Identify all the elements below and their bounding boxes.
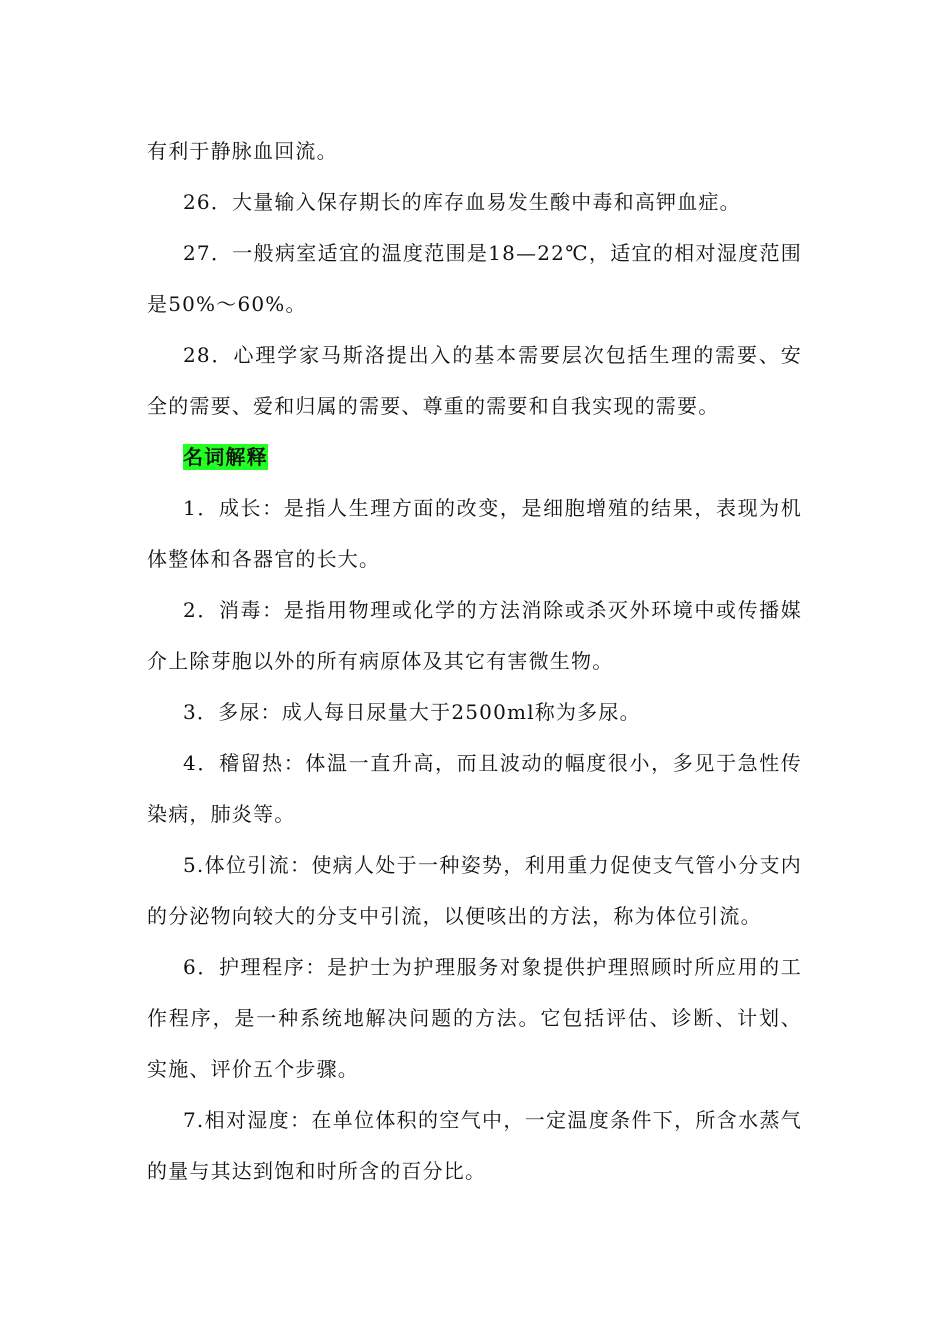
definition-2: 2．消毒：是指用物理或化学的方法消除或杀灭外环境中或传播媒介上除芽胞以外的所有病原体及其它有害微生物。 [147, 598, 802, 673]
definition-5: 5.体位引流：使病人处于一种姿势，利用重力促使支气管小分支内的分泌物向较大的分支中引流，以便咳出的方法，称为体位引流。 [147, 853, 802, 928]
section-heading-row [147, 432, 802, 483]
definition-7: 7.相对湿度：在单位体积的空气中，一定温度条件下，所含水蒸气的量与其达到饱和时所含的百分比。 [147, 1108, 802, 1183]
definition-6: 6．护理程序：是护士为护理服务对象提供护理照顾时所应用的工作程序，是一种系统地解决问题的方法。它包括评估、诊断、计划、实施、评价五个步骤。 [147, 955, 802, 1081]
paragraph-item-27: 27．一般病室适宜的温度范围是18—22℃，适宜的相对湿度范围是50%～60%。 [147, 241, 802, 316]
definition-3: 3．多尿：成人每日尿量大于2500ml称为多尿。 [183, 700, 641, 724]
document-body [147, 126, 802, 1197]
paragraph-item-26: 26．大量输入保存期长的库存血易发生酸中毒和高钾血症。 [183, 190, 741, 214]
paragraph-continuation: 有利于静脉血回流。 [147, 139, 338, 163]
paragraph-item-28: 28．心理学家马斯洛提出入的基本需要层次包括生理的需要、安全的需要、爱和归属的需要、尊重的需要和自我实现的需要。 [147, 343, 802, 418]
definition-4: 4．稽留热：体温一直升高，而且波动的幅度很小，多见于急性传染病，肺炎等。 [147, 751, 802, 826]
section-heading: 名词解释 [183, 445, 268, 469]
definition-1: 1．成长：是指人生理方面的改变，是细胞增殖的结果，表现为机体整体和各器官的长大。 [147, 496, 802, 571]
